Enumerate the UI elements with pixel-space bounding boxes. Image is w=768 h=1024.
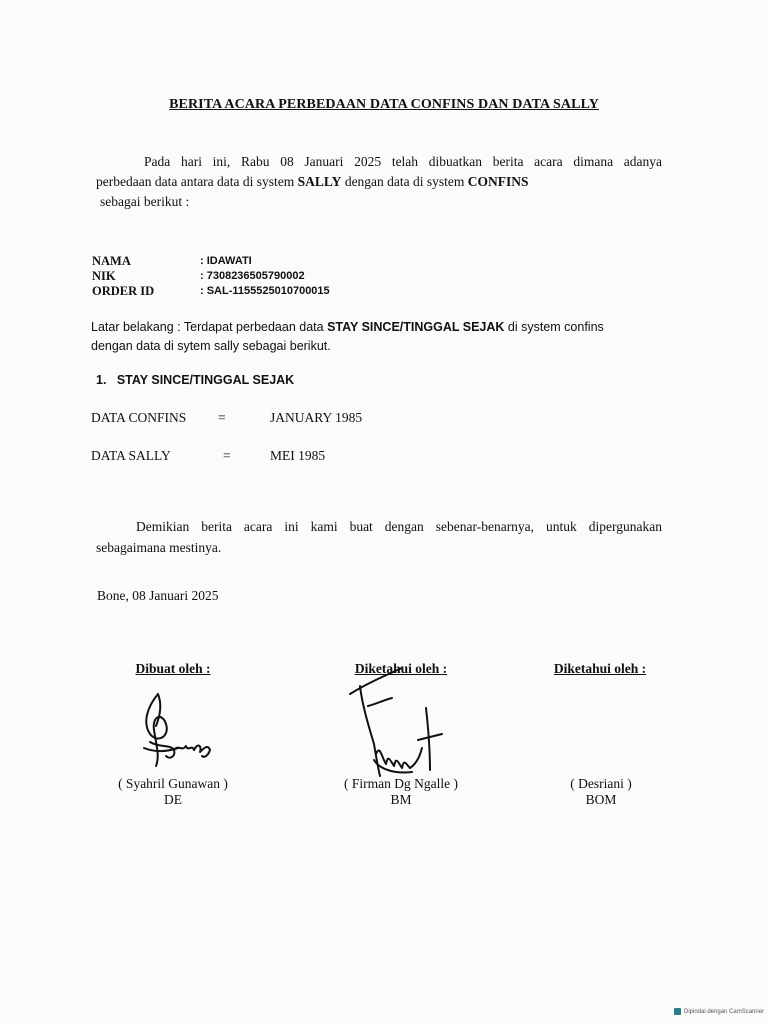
camscanner-logo-icon (674, 1008, 681, 1015)
background-bold: STAY SINCE/TINGGAL SEJAK (327, 320, 505, 334)
intro-sally: SALLY (297, 174, 342, 189)
identity-table (92, 254, 330, 299)
signatory-1-block (93, 776, 253, 808)
background-post: di system confins (504, 320, 604, 334)
intro-line-2-pre: perbedaan data antara data di system (96, 174, 298, 189)
signature-firman (346, 664, 446, 780)
background-paragraph (91, 318, 681, 356)
intro-confins: CONFINS (467, 174, 529, 189)
signatory-1-name: ( Syahril Gunawan ) (118, 776, 228, 791)
background-line-2: dengan data di sytem sally sebagai berikut. (91, 339, 331, 353)
scanner-footer-text: Dipindai dengan CamScanner (684, 1008, 765, 1015)
identity-row-nama (92, 254, 330, 269)
signatory-2-block (316, 776, 486, 808)
background-line-1 (91, 318, 681, 337)
signatory-3-role: BOM (585, 792, 617, 807)
identity-value: : SAL-1155525010700015 (200, 285, 330, 297)
document-title: BERITA ACARA PERBEDAAN DATA CONFINS DAN DATA SALLY (169, 97, 599, 112)
signatory-3-name: ( Desriani ) (570, 776, 632, 791)
comparison-value: JANUARY 1985 (270, 410, 363, 425)
comparison-key: DATA CONFINS (91, 410, 187, 425)
intro-paragraph (96, 152, 662, 212)
identity-label: ORDER ID (92, 284, 155, 298)
identity-label: NAMA (92, 254, 131, 268)
identity-row-order-id (92, 284, 330, 299)
comparison-equals: = (218, 410, 226, 425)
identity-label: NIK (92, 269, 116, 283)
intro-line-1: Pada hari ini, Rabu 08 Januari 2025 telah dibuatkan berita acara dimana adanya (144, 154, 662, 169)
closing-paragraph (96, 516, 662, 558)
background-pre: Latar belakang : Terdapat perbedaan data (91, 320, 328, 334)
signatory-3-block (521, 776, 681, 808)
place-date: Bone, 08 Januari 2025 (97, 588, 219, 603)
item-heading: 1. STAY SINCE/TINGGAL SEJAK (96, 373, 295, 387)
identity-value: : IDAWATI (200, 255, 252, 267)
signatory-2-name: ( Firman Dg Ngalle ) (344, 776, 458, 791)
identity-row-nik (92, 269, 330, 284)
comparison-row-confins (91, 410, 362, 426)
scanner-footer (674, 1008, 764, 1015)
intro-line-2 (96, 172, 662, 192)
signature-syahril (130, 686, 220, 770)
comparison-row-sally (91, 448, 325, 464)
identity-value: : 7308236505790002 (200, 270, 305, 282)
signatory-1-role: DE (164, 792, 182, 807)
intro-line-3: sebagai berikut : (100, 194, 190, 209)
intro-line-2-mid: dengan data di system (341, 174, 468, 189)
signatory-2-role: BM (390, 792, 412, 807)
signatory-1-heading: Dibuat oleh : (135, 661, 211, 676)
comparison-key: DATA SALLY (91, 448, 171, 463)
signatory-3-heading: Diketahui oleh : (553, 661, 647, 676)
comparison-equals: = (223, 448, 231, 463)
closing-line-2: sebagaimana mestinya. (96, 540, 222, 555)
signatory-2-heading: Diketahui oleh : (354, 661, 448, 676)
closing-line-1: Demikian berita acara ini kami buat dengan sebenar-benarnya, untuk dipergunakan (136, 519, 662, 534)
comparison-value: MEI 1985 (270, 448, 326, 463)
